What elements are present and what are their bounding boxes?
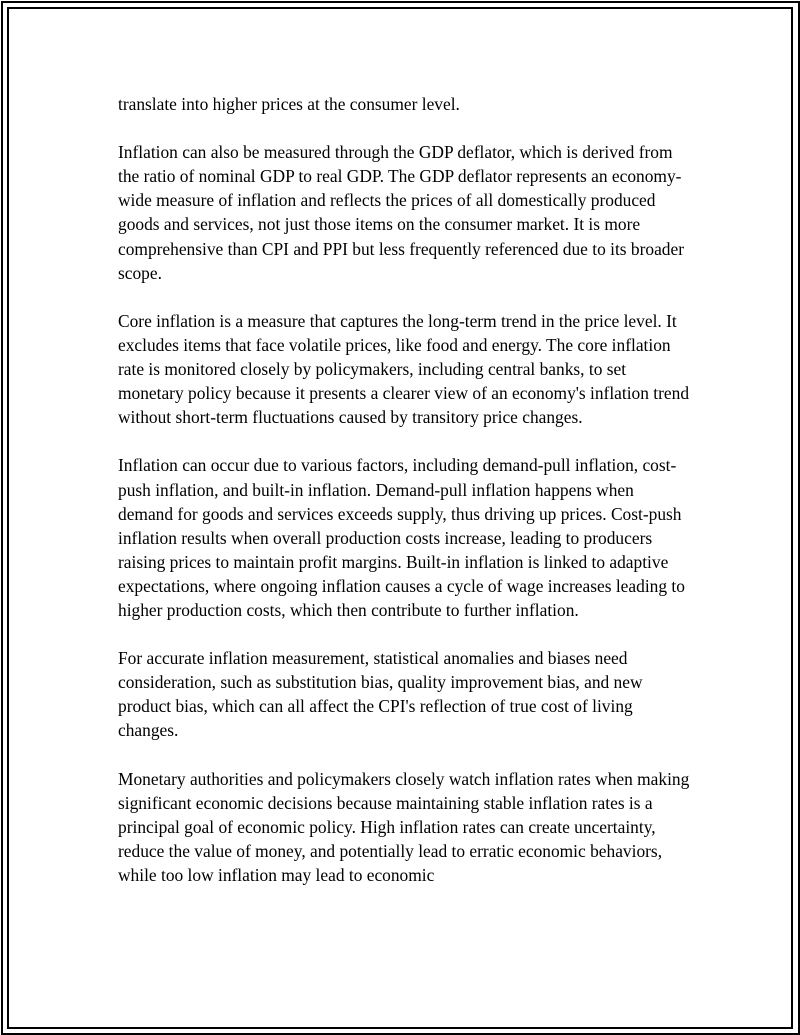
paragraph-gdp-deflator: Inflation can also be measured through the GDP deflator, which is derived from the ratio of nominal GDP to real GDP. The GDP deflator represents an economy-wide measure of inflation and reflects the prices of all domestically produced goods and services, not just those items on the consumer market. It is more comprehensive than CPI and PPI but less frequently referenced due to its broader scope. xyxy=(118,142,684,283)
paragraph-inflation-causes: Inflation can occur due to various factors, including demand-pull inflation, cost-push inflation, and built-in inflation. Demand-pull inflation happens when demand for goods and services exceeds supply, thus driving up prices. Cost-push inflation results when overall production costs increase, leading to producers raising prices to maintain profit margins. Built-in inflation is linked to adaptive expectations, where ongoing inflation causes a cycle of wage increases leading to higher production costs, which then contribute to further inflation. xyxy=(118,455,685,620)
paragraph-monetary-policy: Monetary authorities and policymakers closely watch inflation rates when making significant economic decisions because maintaining stable inflation rates is a principal goal of economic policy. High inflation rates can create uncertainty, reduce the value of money, and potentially lead to erratic economic behaviors, while too low inflation may lead to economic xyxy=(118,768,690,885)
paragraph-measurement-biases: For accurate inflation measurement, statistical anomalies and biases need consideration, such as substitution bias, quality improvement bias, and new product bias, which can all affect the CPI's reflection of true cost of living changes. xyxy=(118,648,643,741)
paragraph-core-inflation: Core inflation is a measure that captures the long-term trend in the price level. It excludes items that face volatile prices, like food and energy. The core inflation rate is monitored closely by policymakers, including central banks, to set monetary policy because it presents a clearer view of an economy's inflation trend without short-term fluctuations caused by transitory price changes. xyxy=(118,310,690,428)
paragraph-continuation: translate into higher prices at the consumer level. xyxy=(118,94,460,114)
document-body xyxy=(118,92,693,887)
